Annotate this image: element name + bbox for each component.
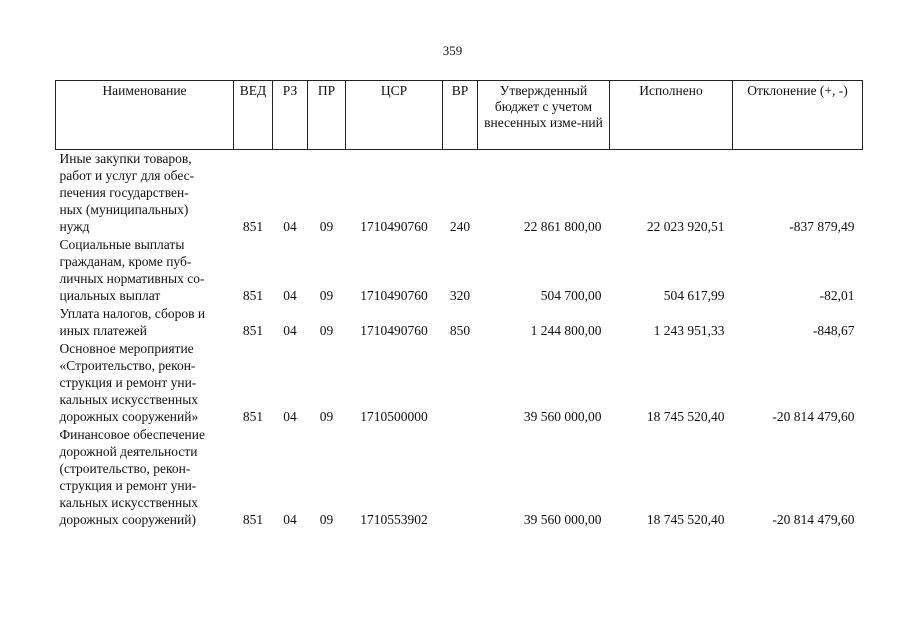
header-deviation: Отклонение (+, -) [733, 81, 863, 150]
table-header-row [56, 81, 863, 150]
row-approved: 22 861 800,00 [523, 219, 602, 234]
row-deviation: -20 814 479,60 [772, 512, 855, 527]
row-pr: 09 [319, 288, 334, 303]
row-rz: 04 [283, 219, 297, 234]
row-csr: 1710490760 [360, 219, 428, 234]
row-name: Основное мероприятие «Строительство, рекон- струкция и ремонт уни- кальных искусственных дорожных сооружений» [59, 341, 199, 424]
row-pr: 09 [319, 323, 334, 338]
row-approved: 39 560 000,00 [523, 512, 602, 527]
header-name: Наименование [56, 81, 234, 150]
header-rz: РЗ [273, 81, 308, 150]
row-executed: 1 243 951,33 [653, 323, 725, 338]
row-approved: 504 700,00 [540, 288, 602, 303]
row-rz: 04 [283, 288, 297, 303]
row-name: Социальные выплаты гражданам, кроме пуб- личных нормативных со- циальных выплат [59, 237, 205, 303]
header-csr: ЦСР [346, 81, 443, 150]
row-rz: 04 [283, 409, 297, 424]
row-csr: 1710490760 [360, 323, 428, 338]
page-number: 359 [442, 43, 463, 58]
row-vr: 240 [449, 219, 471, 234]
row-csr: 1710490760 [360, 288, 428, 303]
row-approved: 1 244 800,00 [530, 323, 602, 338]
header-pr: ПР [308, 81, 346, 150]
header-ved: ВЕД [234, 81, 273, 150]
row-executed: 18 745 520,40 [646, 512, 725, 527]
row-pr: 09 [319, 409, 334, 424]
table-row [56, 340, 863, 426]
table-row [56, 150, 863, 237]
row-name: Уплата налогов, сборов и иных платежей [59, 306, 206, 338]
row-deviation: -82,01 [819, 288, 855, 303]
row-csr: 1710500000 [360, 409, 428, 424]
row-executed: 22 023 920,51 [646, 219, 725, 234]
row-approved: 39 560 000,00 [523, 409, 602, 424]
row-vr [443, 340, 478, 426]
row-csr: 1710553902 [360, 512, 428, 527]
row-ved: 851 [242, 512, 264, 527]
row-deviation: -848,67 [812, 323, 855, 338]
row-executed: 504 617,99 [663, 288, 725, 303]
header-executed: Исполнено [610, 81, 733, 150]
row-vr [443, 426, 478, 529]
header-approved: Утвержденный бюджет с учетом внесенных изме-ний [478, 81, 610, 150]
row-rz: 04 [283, 512, 297, 527]
table-row [56, 305, 863, 340]
row-ved: 851 [242, 219, 264, 234]
row-name: Иные закупки товаров, работ и услуг для обес- печения государствен- ных (муниципальных) нужд [59, 151, 195, 234]
row-ved: 851 [242, 409, 264, 424]
budget-execution-table [55, 80, 863, 529]
header-vr: ВР [443, 81, 478, 150]
row-deviation: -837 879,49 [789, 219, 855, 234]
row-rz: 04 [283, 323, 297, 338]
row-ved: 851 [242, 288, 264, 303]
row-ved: 851 [242, 323, 264, 338]
row-pr: 09 [319, 219, 334, 234]
row-deviation: -20 814 479,60 [772, 409, 855, 424]
row-name: Финансовое обеспечение дорожной деятельности (строительство, рекон- струкция и ремонт уни- кальных искусственных дорожных сооружений) [59, 427, 206, 527]
row-executed: 18 745 520,40 [646, 409, 725, 424]
table-row [56, 236, 863, 305]
row-vr: 320 [449, 288, 471, 303]
table-row [56, 426, 863, 529]
row-vr: 850 [449, 323, 471, 338]
row-pr: 09 [319, 512, 334, 527]
